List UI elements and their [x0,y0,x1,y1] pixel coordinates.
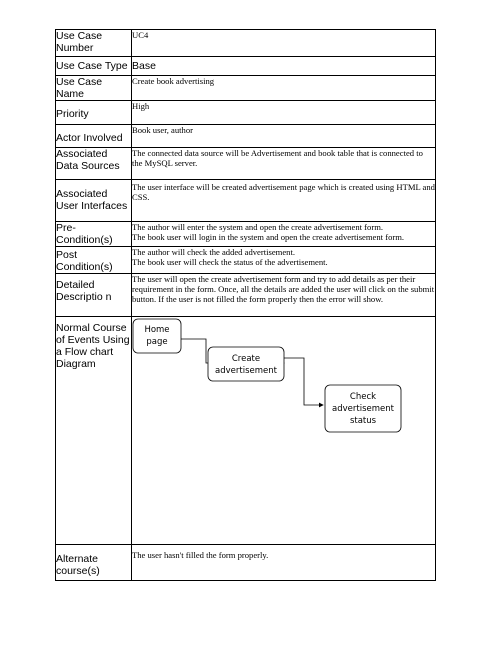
home-page-line-1: Home [144,325,170,335]
use-case-number-label: Use Case Number [56,30,132,57]
flow-node-check-advertisement-status [325,385,401,432]
use-case-number-value: UC4 [132,30,436,57]
home-page-line-2: page [146,337,168,347]
normal-course-label: Normal Course of Events Using a Flow chart Diagram [56,317,132,545]
row-use-case-number [56,30,436,57]
priority-label: Priority [56,101,132,125]
post-condition-line-2: The book user will check the status of the advertisement. [132,257,328,267]
row-associated-data-sources [56,148,436,180]
associated-data-sources-label: Associated Data Sources [56,148,132,180]
associated-user-interfaces-value: The user interface will be created advertisement page which is created using HTML and CSS. [132,180,436,222]
create-advertisement-line-2: advertisement [215,366,277,376]
row-post-condition [56,247,436,274]
associated-data-sources-value: The connected data source will be Advertisement and book table that is connected to the MySQL server. [132,148,436,180]
actor-involved-label: Actor Involved [56,125,132,148]
check-status-line-2: advertisement [332,404,394,414]
row-associated-user-interfaces [56,180,436,222]
post-condition-value [132,247,436,274]
pre-condition-value [132,222,436,247]
actor-involved-value: Book user, author [132,125,436,148]
pre-condition-label: Pre-Condition(s) [56,222,132,247]
pre-condition-line-1: The author will enter the system and open the create advertisement form. [132,222,384,232]
alternate-course-label: Alternate course(s) [56,545,132,581]
priority-value: High [132,101,436,125]
use-case-name-label: Use Case Name [56,76,132,101]
row-pre-condition [56,222,436,247]
flow-node-home-page [133,319,181,353]
create-advertisement-line-1: Create [231,354,261,364]
check-status-line-3: status [349,416,377,426]
flow-node-create-advertisement [208,347,284,381]
detailed-description-value: The user will open the create advertisement form and try to add details as per their requirement in the form. Once, all the details are added the user will click on the submit button. If the user is not filled the form properly then the error will show. [132,274,436,317]
row-alternate-course [56,545,436,581]
associated-user-interfaces-label: Associated User Interfaces [56,180,132,222]
post-condition-line-1: The author will check the added advertisement. [132,247,295,257]
flowchart-diagram [132,317,436,545]
row-detailed-description [56,274,436,317]
row-actor-involved [56,125,436,148]
row-use-case-type [56,57,436,76]
row-priority [56,101,436,125]
flowchart-cell [132,317,436,545]
detailed-description-label: Detailed Descriptio n [56,274,132,317]
pre-condition-line-2: The book user will login in the system and open the create advertisement form. [132,232,405,242]
use-case-name-value: Create book advertising [132,76,436,101]
connector-create-to-check [279,358,323,405]
use-case-type-value: Base [132,57,436,76]
post-condition-label: Post Condition(s) [56,247,132,274]
row-normal-course [56,317,436,545]
row-use-case-name [56,76,436,101]
alternate-course-value: The user hasn't filled the form properly. [132,545,436,581]
check-status-line-1: Check [349,392,377,402]
use-case-table [55,29,436,581]
use-case-type-label: Use Case Type [56,57,132,76]
